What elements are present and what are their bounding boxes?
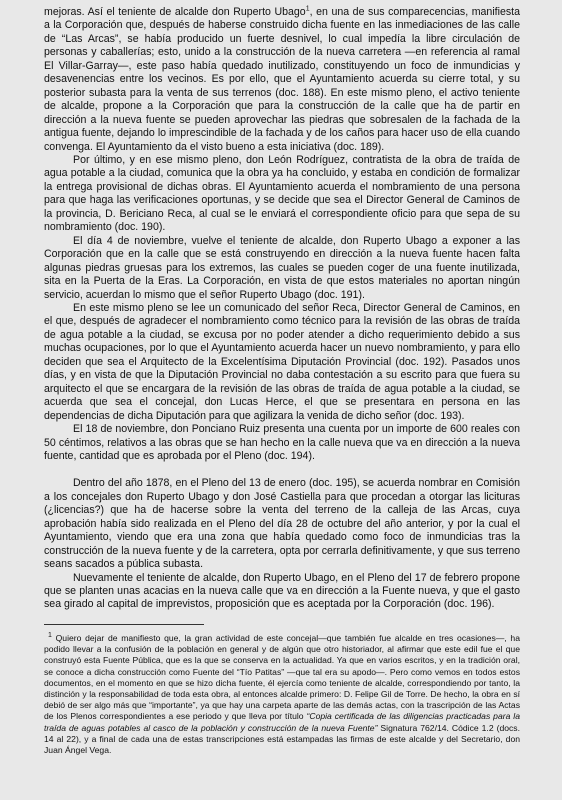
footnote-italic-title: “Copia certificada de las diligencias practicadas para la traída de aguas potables al casco de la población y construcción de la nueva Fuente” (44, 711, 520, 733)
footnote-reference[interactable]: 1 (305, 5, 310, 13)
paragraph: El 18 de noviembre, don Ponciano Ruiz presenta una cuenta por un importe de 600 reales con 50 céntimos, relativos a las obras que se han hecho en la calle nueva que va en dirección a la nueva fuente, cantidad que es aprobada por el Pleno (doc. 194). (44, 423, 520, 462)
text-run: mejoras. Así el teniente de alcalde don Ruperto Ubago (44, 6, 306, 18)
text-run: , en una de sus comparecencias, manifiesta a la Corporación que, después de haberse construido dicha fuente en las inmediaciones de las calle de “Las Arcas”, se había producido un fuerte desnivel, lo cual impedía la libre circulación de personas y caballerías; esto, unido a la construcción de la nueva carretera —en referencia al ramal El Villar-Garray—, este paso había quedado inutilizado, constituyendo un foco de inmundicias y desavenencias entre los vecinos. Es por ello, que el Ayuntamiento acuerda su cierre total, y su posterior subasta para la venta de sus terrenos (doc. 188). En este mismo pleno, el activo teniente de alcalde, propone a la Corporación que para la construcción de la calle que ha de partir en dirección a la nueva fuente se pueden aprovechar las piedras que sobresalen de la fachada de la antigua fuente, dejando lo imprescindible de la fachada y de los caños para hacer uso de ella cuando convenga. El Ayuntamiento da el visto bueno a esta iniciativa (doc. 189). (44, 6, 520, 153)
footnote-text: Signatura 762/14. Códice 1.2 (docs. 14 al 22), y a final de cada una de estas transcripciones está estampadas las firmas de este alcalde y del Secretario, don Juan Ángel Vega. (44, 722, 520, 755)
paragraph: Dentro del año 1878, en el Pleno del 13 de enero (doc. 195), se acuerda nombrar en Comisión a los concejales don Ruperto Ubago y don José Castiella para que procedan a otorgar las licituras (¿licencias?) que ha de hacerse sobre la venta del terreno de la calleja de las Arcas, cuya aprobación había sido realizada en el Pleno del día 28 de octubre del año anterior, y por la cual el Ayuntamiento, viendo que era una zona que había quedado como foco de inmundicias tras la construcción de la nueva fuente y de la carretera, opta por cerrarla definitivamente, y que sus terreno seans sacados a pública subasta. (44, 477, 520, 571)
paragraph: En este mismo pleno se lee un comunicado del señor Reca, Director General de Caminos, en el que, después de agradecer el nombramiento como técnico para la revisión de las obras de traída de agua potable a la ciudad, se excusa por no poder atender a dicho requerimiento debido a sus muchas ocupaciones, por lo que el Ayuntamiento acuerda hacer un nuevo nombramiento, y para ello deciden que sea el Arquitecto de la Excelentísima Diputación Provincial (doc. 192). Pasados unos días, y en vista de que la Diputación Provincial no daba contestación a su escrito para que fuera su arquitecto el que se encargara de la revisión de las obras de traída de agua potable a la ciudad, se acuerda que sea el concejal, don Lucas Herce, el que se presentara en persona en las dependencias de dicha Diputación para que agilizara la venida de dicho señor (doc. 193). (44, 301, 520, 422)
paragraph: Por último, y en ese mismo pleno, don León Rodríguez, contratista de la obra de traída de agua potable a la ciudad, comunica que la obra ya ha concluido, y estaba en condición de formalizar la entrega provisional de dichas obras. El Ayuntamiento acuerda el nombramiento de una persona para que haga las verificaciones oportunas, y se decide que sea el Director General de Caminos de la provincia, D. Bericiano Reca, al cual se le enviará el correspondiente oficio para que sepa de su nombramiento (doc. 190). (44, 153, 520, 234)
paragraph: El día 4 de noviembre, vuelve el teniente de alcalde, don Ruperto Ubago a exponer a las Corporación que en la calle que se está construyendo en dirección a la nueva fuente hacen falta algunas piedras gruesas para los extremos, las cuales se pueden coger de una fuente inutilizada, sita en la Puerta de la Eras. La Corporación, en vista de que estos materiales no aportan ningún servicio, acuerdan lo mismo que el señor Ruperto Ubago (doc. 191). (44, 234, 520, 301)
footnote-text: Quiero dejar de manifiesto que, la gran actividad de este concejal—que también fue alcalde en tres ocasiones—, ha podido llevar a la confusión de la población en general y de algún que otro historiador, al afirmar que este edil fue el que construyó esta Fuente Pública, que es la que se conserva en la actualidad. Ya que en varios escritos, y en la tradición oral, se conoce a dicha construcción como Fuente del “Tío Patitas” —que tal era su apodo—. Pero como vemos en todos estos documentos, en el momento en que se hizo dicha fuente, él ejercía como teniente de alcalde, correspondiendo por tanto, la distinción y la responsabilidad de toda esta obra, al entonces alcalde primero: D. Felipe Gil de Torre. De hecho, la obra en sí debió de ser algo más que “importante”, ya que hay una carpeta aparte de las demás actas, con la trascripción de las Actas de los Plenos correspondientes a ese periodo y que lleva por título (44, 632, 520, 722)
footnote-marker: 1 (48, 632, 52, 640)
paragraph (44, 6, 520, 154)
footnote-separator (44, 624, 204, 625)
footnote (44, 633, 520, 756)
paragraph: Nuevamente el teniente de alcalde, don Ruperto Ubago, en el Pleno del 17 de febrero propone que se planten unas acacias en la nueva calle que va en dirección a la Fuente nueva, y que el gasto sea girado al capital de imprevistos, proposición que es aceptada por la Corporación (doc. 196). (44, 571, 520, 611)
